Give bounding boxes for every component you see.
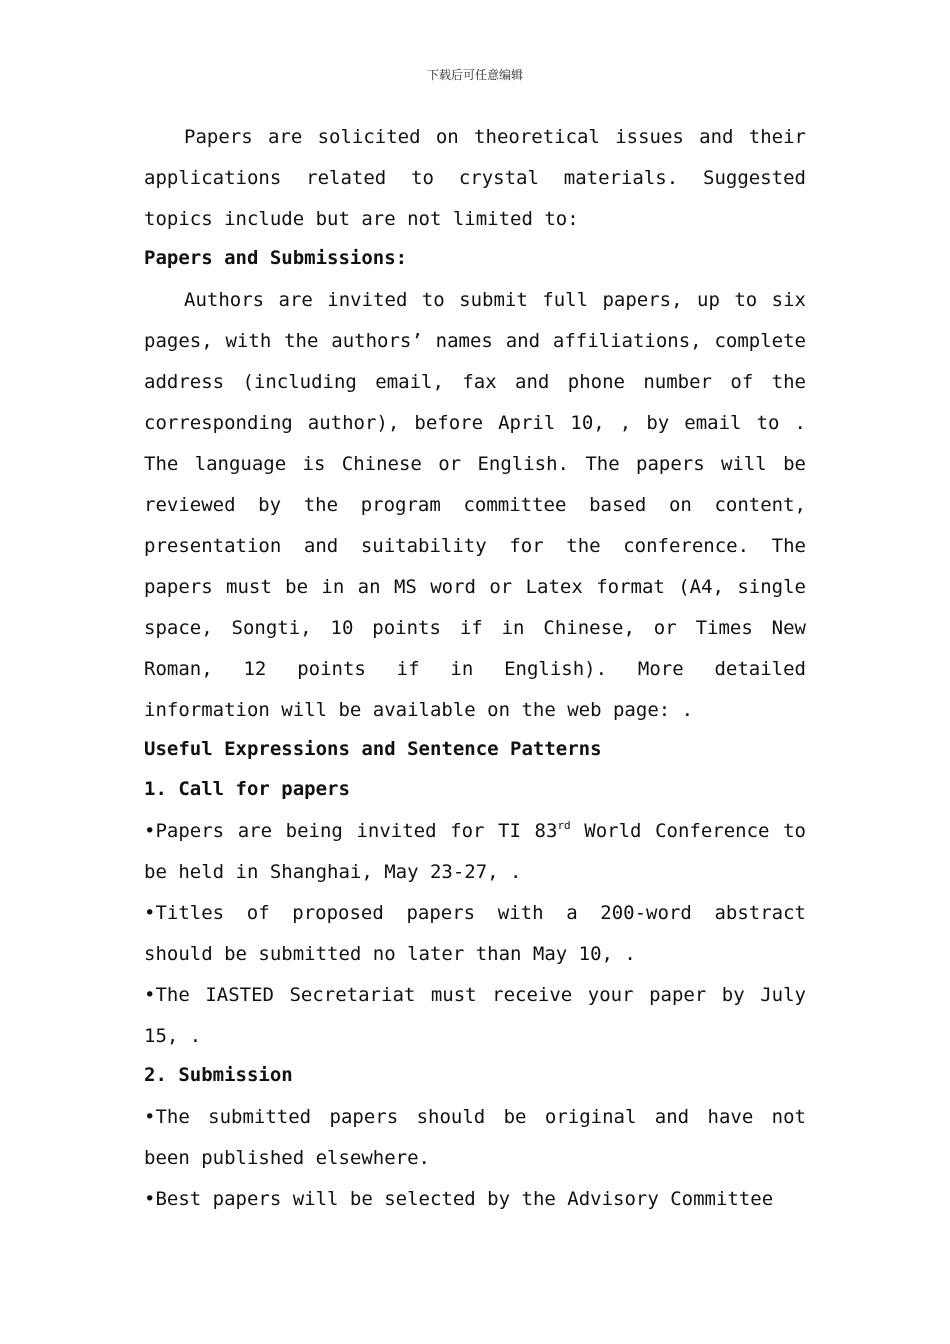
document-body [144,117,806,1220]
bullet-item [144,811,806,893]
bullet-text: The submitted papers should be original and have not been published elsewhere. [144,1106,806,1169]
papers-submissions-heading: Papers and Submissions: [144,247,408,269]
bullet-text-continued: World Conference to be held in Shanghai, May 23-27, . [144,820,806,883]
intro-paragraph: Papers are solicited on theoretical issues and their applications related to crystal materials. Suggested topics include but are not limited to: [144,126,806,230]
bullet-marker: • [144,1106,156,1128]
bullet-marker: • [144,820,156,842]
bullet-marker: • [144,1188,156,1210]
page-header: 下载后可任意编辑 [426,68,523,82]
bullet-marker: • [144,984,156,1006]
bullet-text: Best papers will be selected by the Advisory Committee [155,1188,774,1210]
bullet-marker: • [144,902,156,924]
bullet-item [144,1179,806,1220]
bullet-item [144,975,806,1057]
bullet-text: Papers are being invited for TI 83 [155,820,558,842]
bullet-item [144,1097,806,1179]
ordinal-superscript: rd [557,819,571,832]
submission-heading: 2. Submission [144,1064,293,1086]
papers-submissions-paragraph: Authors are invited to submit full papers, up to six pages, with the authors’ names and affiliations, complete address (including email, fax and phone number of the corresponding author), before April 10, , by email to . The language is Chinese or English. The papers will be reviewed by the program committee based on content, presentation and suitability for the conference. The papers must be in an MS word or Latex format (A4, single space, Songti, 10 points if in Chinese, or Times New Roman, 12 points if in English). More detailed information will be available on the web page: . [144,289,806,721]
bullet-item [144,893,806,975]
useful-expressions-heading: Useful Expressions and Sentence Patterns [144,738,602,760]
call-for-papers-heading: 1. Call for papers [144,778,350,800]
bullet-text: Titles of proposed papers with a 200-word abstract should be submitted no later than May 10, . [144,902,806,965]
bullet-text: The IASTED Secretariat must receive your paper by July 15, . [144,984,806,1047]
